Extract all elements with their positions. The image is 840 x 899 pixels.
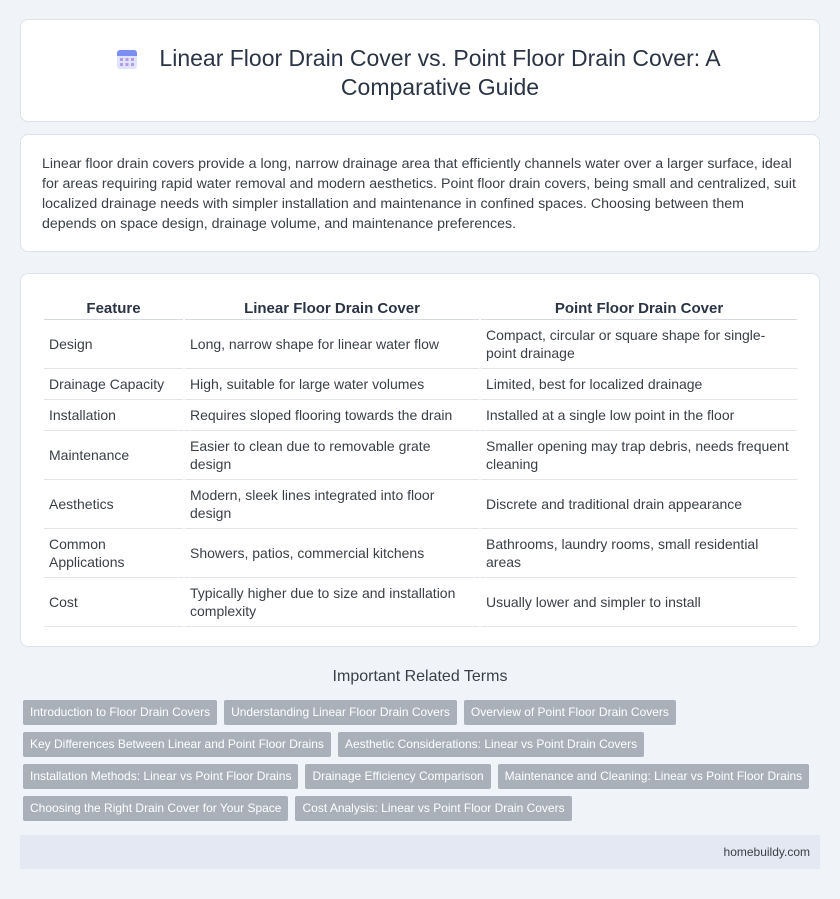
table-cell-point: Limited, best for localized drainage [481, 369, 797, 400]
table-cell-feature: Common Applications [44, 529, 183, 578]
table-cell-linear: Showers, patios, commercial kitchens [185, 529, 479, 578]
table-cell-point: Smaller opening may trap debris, needs frequent cleaning [481, 431, 797, 480]
table-cell-linear: Typically higher due to size and installation complexity [185, 578, 479, 627]
column-header: Point Floor Drain Cover [481, 294, 797, 320]
related-term-tag[interactable]: Aesthetic Considerations: Linear vs Point Drain Covers [338, 732, 644, 757]
page-title: Linear Floor Drain Cover vs. Point Floor Drain Cover: A Comparative Guide [159, 45, 721, 100]
column-header: Feature [44, 294, 183, 320]
related-term-tag[interactable]: Key Differences Between Linear and Point Floor Drains [23, 732, 331, 757]
column-header: Linear Floor Drain Cover [185, 294, 479, 320]
table-cell-point: Installed at a single low point in the floor [481, 400, 797, 431]
related-term-tag[interactable]: Drainage Efficiency Comparison [305, 764, 490, 789]
table-cell-linear: Long, narrow shape for linear water flow [185, 320, 479, 369]
table-cell-feature: Maintenance [44, 431, 183, 480]
table-cell-feature: Installation [44, 400, 183, 431]
summary-text: Linear floor drain covers provide a long, narrow drainage area that efficiently channels water over a larger surface, ideal for areas requiring rapid water removal and modern aesthetics. Point floor drain covers, being small and centralized, suit localized drainage needs with simpler installation and maintenance in confined spaces. Choosing between them depends on space design, drainage volume, and maintenance preferences. [42, 156, 796, 232]
table-cell-linear: Easier to clean due to removable grate design [185, 431, 479, 480]
comparison-table-card [20, 273, 820, 647]
table-row [44, 369, 797, 400]
table-cell-feature: Design [44, 320, 183, 369]
related-term-tag[interactable]: Cost Analysis: Linear vs Point Floor Drain Covers [295, 796, 571, 821]
related-term-tag[interactable]: Maintenance and Cleaning: Linear vs Point Floor Drains [498, 764, 810, 789]
table-row [44, 431, 797, 480]
related-term-tag[interactable]: Understanding Linear Floor Drain Covers [224, 700, 457, 725]
table-cell-feature: Drainage Capacity [44, 369, 183, 400]
related-term-tag[interactable]: Overview of Point Floor Drain Covers [464, 700, 676, 725]
summary-card [20, 134, 820, 252]
table-row [44, 529, 797, 578]
related-term-tag[interactable]: Installation Methods: Linear vs Point Floor Drains [23, 764, 298, 789]
table-row [44, 480, 797, 529]
related-terms-list [23, 700, 823, 828]
table-cell-point: Compact, circular or square shape for single-point drainage [481, 320, 797, 369]
table-cell-point: Bathrooms, laundry rooms, small residential areas [481, 529, 797, 578]
table-cell-linear: High, suitable for large water volumes [185, 369, 479, 400]
table-row [44, 400, 797, 431]
table-row [44, 578, 797, 627]
table-cell-feature: Aesthetics [44, 480, 183, 529]
related-terms-title: Important Related Terms [332, 668, 508, 685]
table-header-row [44, 294, 797, 320]
related-term-tag[interactable]: Choosing the Right Drain Cover for Your Space [23, 796, 288, 821]
table-row [44, 320, 797, 369]
footer [20, 835, 820, 869]
related-term-tag[interactable]: Introduction to Floor Drain Covers [23, 700, 217, 725]
footer-site-link[interactable]: homebuildy.com [723, 845, 810, 859]
title-card [20, 19, 820, 122]
table-cell-linear: Requires sloped flooring towards the drain [185, 400, 479, 431]
table-cell-feature: Cost [44, 578, 183, 627]
table-cell-point: Usually lower and simpler to install [481, 578, 797, 627]
comparison-table [42, 294, 799, 627]
table-cell-linear: Modern, sleek lines integrated into floor design [185, 480, 479, 529]
table-cell-point: Discrete and traditional drain appearance [481, 480, 797, 529]
